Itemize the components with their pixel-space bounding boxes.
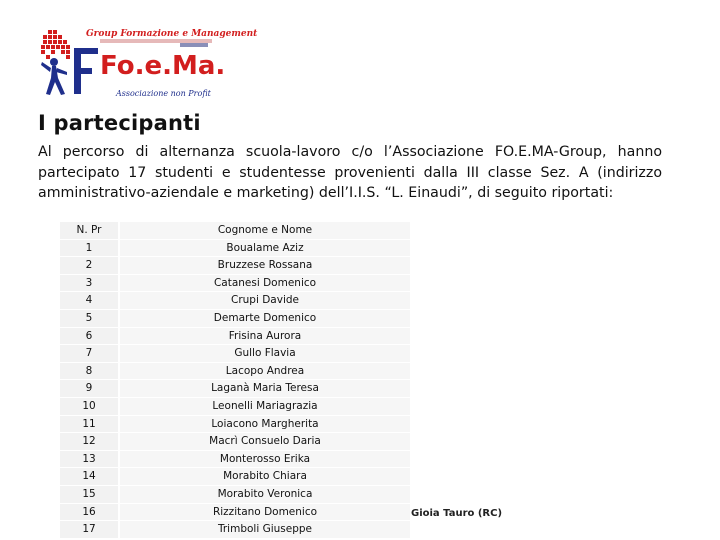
participant-name: Crupi Davide <box>120 292 412 310</box>
participant-name: Loiacono Margherita <box>120 416 412 434</box>
table-row <box>60 521 412 539</box>
participant-number: 4 <box>60 292 120 310</box>
table-row <box>60 451 412 469</box>
participant-name: Laganà Maria Teresa <box>120 380 412 398</box>
participant-number: 7 <box>60 345 120 363</box>
participant-number: 16 <box>60 504 120 522</box>
table-row <box>60 398 412 416</box>
participants-table <box>60 222 412 539</box>
participant-number: 8 <box>60 363 120 381</box>
participant-number: 5 <box>60 310 120 328</box>
participant-name: Leonelli Mariagrazia <box>120 398 412 416</box>
participant-name: Catanesi Domenico <box>120 275 412 293</box>
col-header-name: Cognome e Nome <box>120 222 412 240</box>
intro-paragraph: Al percorso di alternanza scuola-lavoro c/o l’Associazione FO.E.MA-Group, hanno partecipato 17 studenti e studentesse provenienti dalla III classe Sez. A (indirizzo amministrativo-aziendale e marketing) dell’I.I.S. “L. Einaudi”, di seguito riportati: <box>38 144 662 201</box>
foema-logo <box>38 22 258 102</box>
table-row <box>60 240 412 258</box>
participant-number: 3 <box>60 275 120 293</box>
participant-name: Demarte Domenico <box>120 310 412 328</box>
table-row <box>60 486 412 504</box>
participant-name: Gullo Flavia <box>120 345 412 363</box>
participant-number: 11 <box>60 416 120 434</box>
table-row <box>60 345 412 363</box>
table-row <box>60 257 412 275</box>
table-row <box>60 328 412 346</box>
participant-name: Morabito Chiara <box>120 468 412 486</box>
participant-name: Macrì Consuelo Daria <box>120 433 412 451</box>
participant-name: Frisina Aurora <box>120 328 412 346</box>
logo-tagline: Group Formazione e Management <box>86 29 258 39</box>
location-label: Gioia Tauro (RC) <box>411 508 503 519</box>
participant-number: 14 <box>60 468 120 486</box>
participant-number: 1 <box>60 240 120 258</box>
logo-brick-grid <box>41 30 70 59</box>
participant-name: Monterosso Erika <box>120 451 412 469</box>
participant-name: Trimboli Giuseppe <box>120 521 412 539</box>
table-row <box>60 416 412 434</box>
logo-name: Fo.e.Ma. <box>100 51 226 81</box>
participant-name: Lacopo Andrea <box>120 363 412 381</box>
participant-name: Rizzitano Domenico <box>120 504 412 522</box>
page-title: I partecipanti <box>38 111 201 135</box>
participant-name: Morabito Veronica <box>120 486 412 504</box>
participant-number: 17 <box>60 521 120 539</box>
table-row <box>60 292 412 310</box>
table-row <box>60 380 412 398</box>
table-row <box>60 275 412 293</box>
table-header-row <box>60 222 412 240</box>
participant-number: 2 <box>60 257 120 275</box>
logo-figure-icon <box>41 58 67 95</box>
participant-number: 15 <box>60 486 120 504</box>
participant-number: 10 <box>60 398 120 416</box>
table-row <box>60 468 412 486</box>
participant-number: 13 <box>60 451 120 469</box>
participant-name: Bruzzese Rossana <box>120 257 412 275</box>
col-header-number: N. Pr <box>60 222 120 240</box>
table-row <box>60 504 412 522</box>
participant-number: 12 <box>60 433 120 451</box>
participant-number: 6 <box>60 328 120 346</box>
table-row <box>60 363 412 381</box>
table-row <box>60 433 412 451</box>
table-row <box>60 310 412 328</box>
participant-number: 9 <box>60 380 120 398</box>
participant-name: Boualame Aziz <box>120 240 412 258</box>
logo-subtitle: Associazione non Profit <box>116 89 211 98</box>
participants-table-body <box>60 240 412 539</box>
